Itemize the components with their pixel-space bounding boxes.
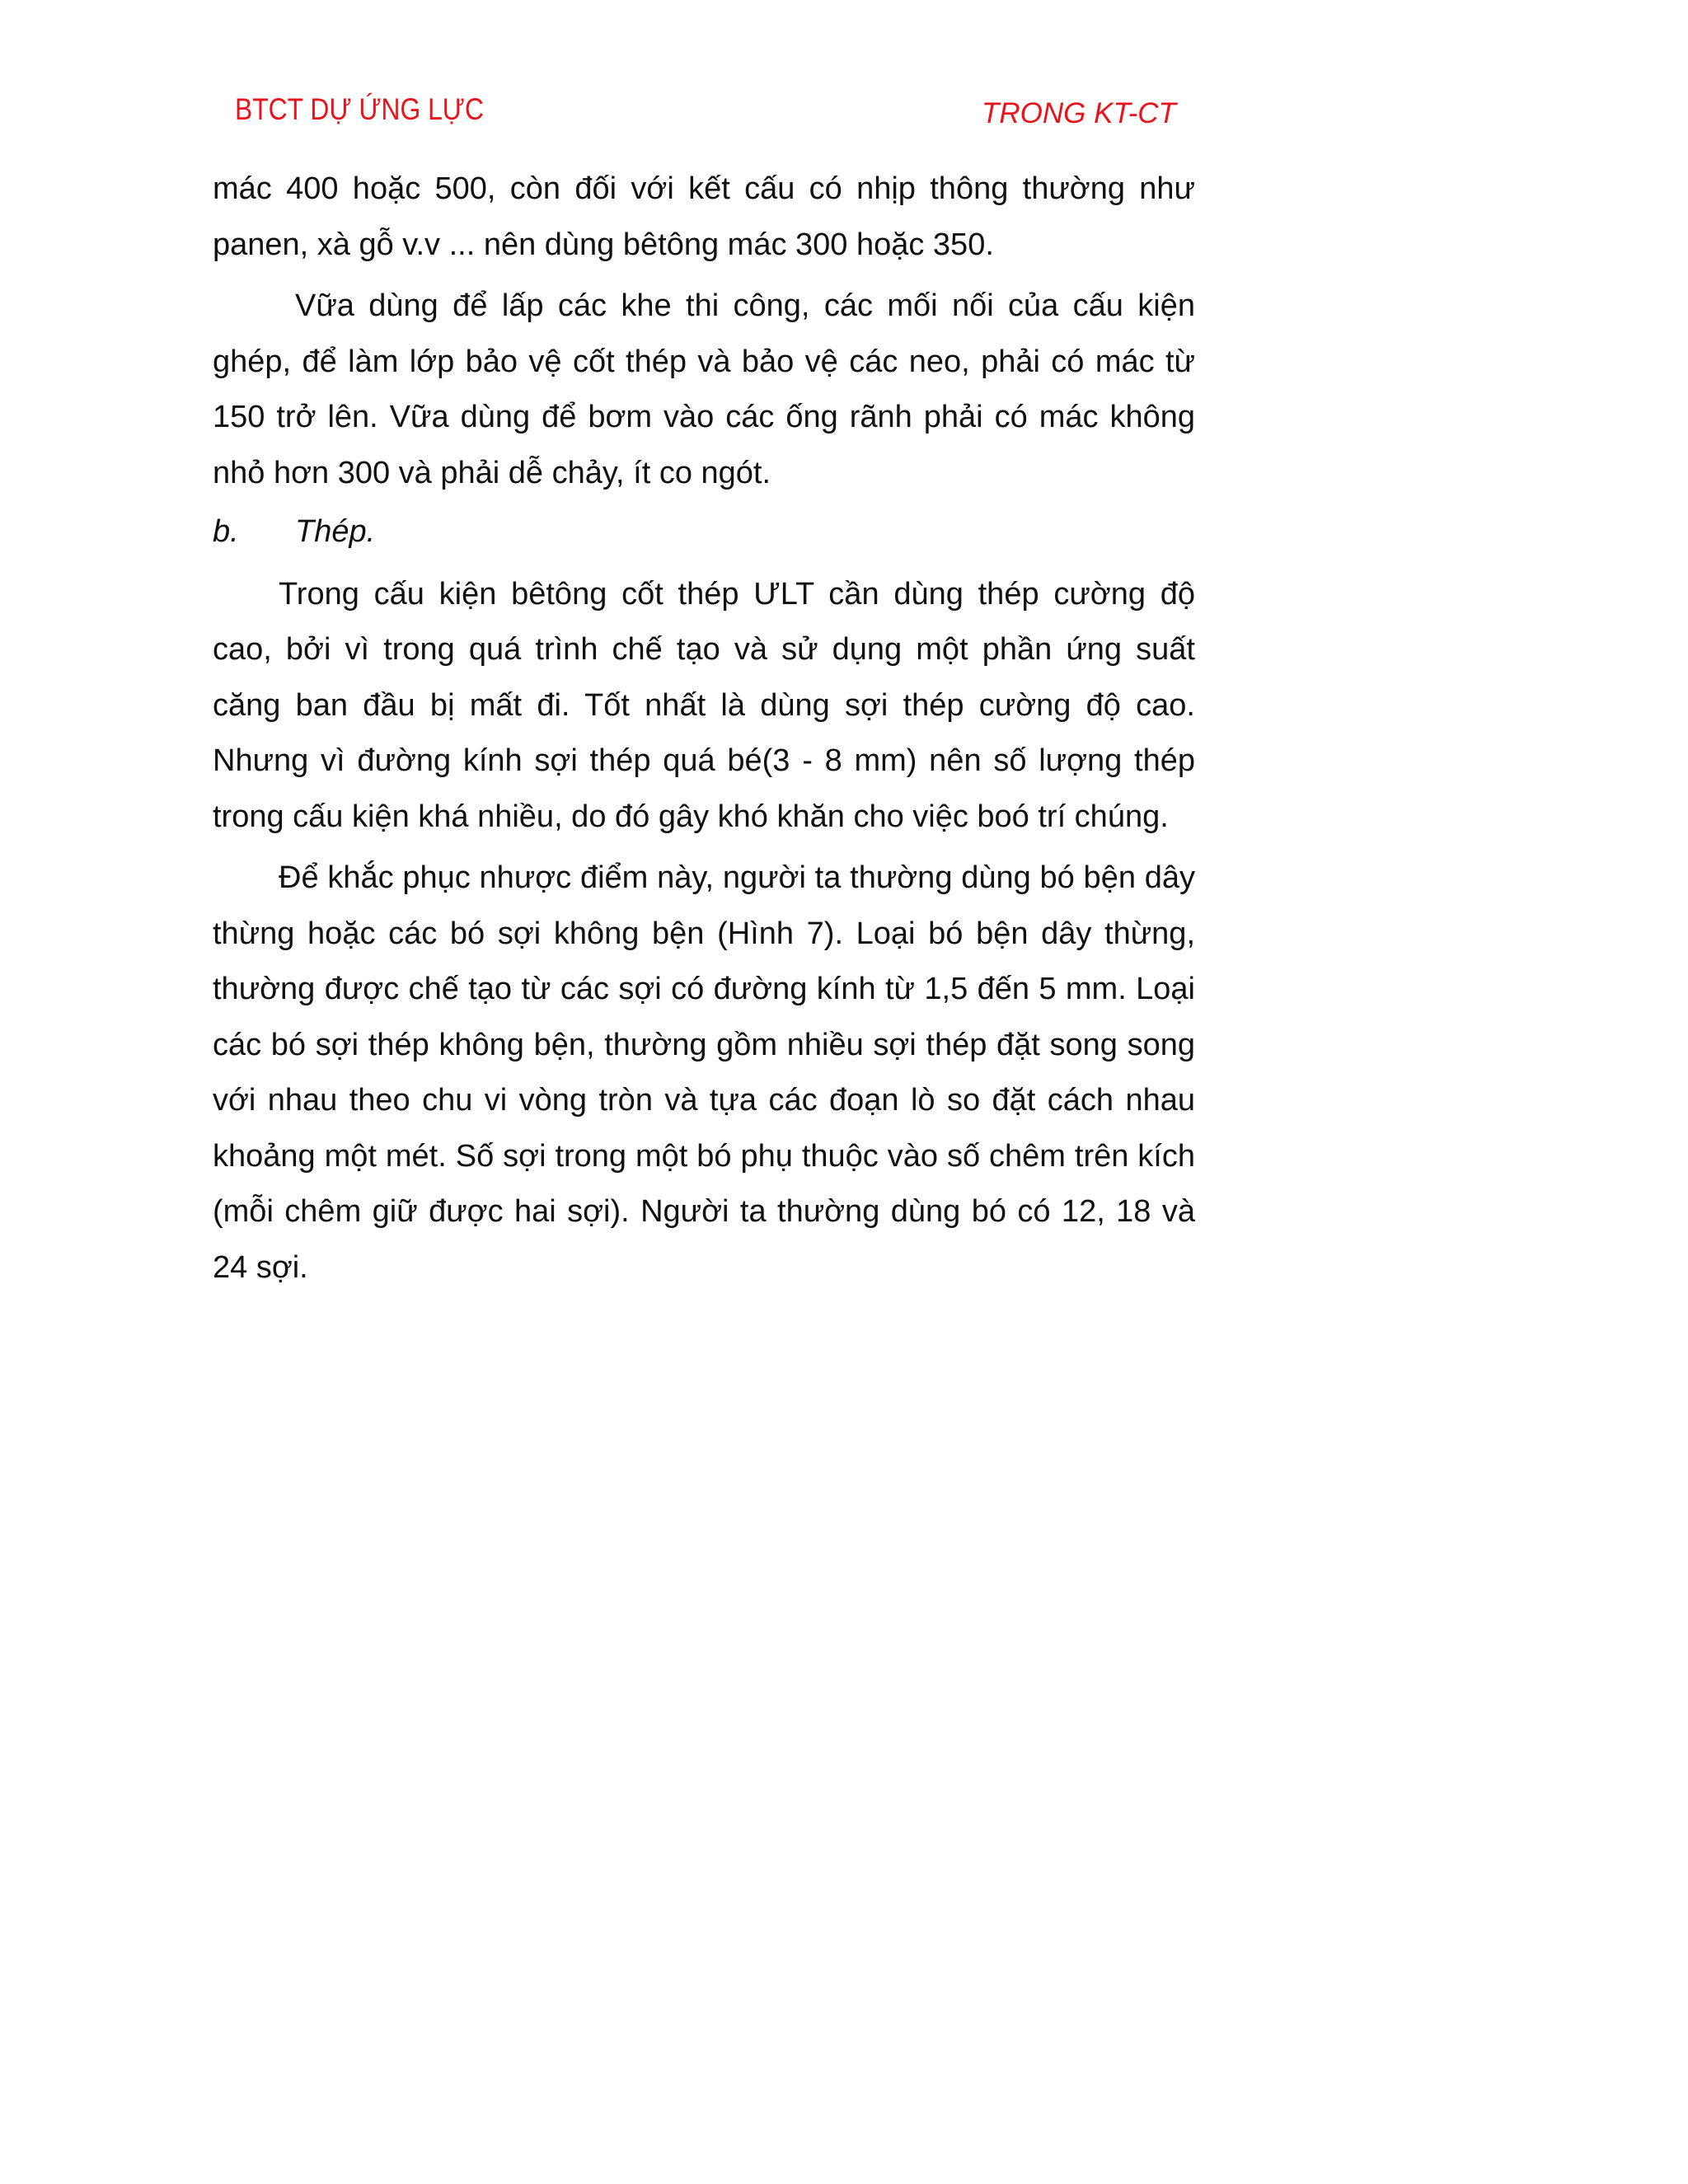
section-title: Thép. xyxy=(295,514,376,549)
section-label: b. xyxy=(213,514,239,549)
paragraph-4: Để khắc phục nhược điểm này, người ta thường dùng bó bện dây thừng hoặc các bó sợi không bện (Hình 7). Loại bó bện dây thừng, thường được chế tạo từ các sợi có đường kính từ 1,5 đến 5 mm. Loại các bó sợi thép không bện, thường gồm nhiều sợi thép đặt song song với nhau theo chu vi vòng tròn và tựa các đoạn lò so đặt cách nhau khoảng một mét. Số sợi trong một bó phụ thuộc vào số chêm trên kích (mỗi chêm giữ được hai sợi). Người ta thường dùng bó có 12, 18 và 24 sợi. xyxy=(213,860,1195,1285)
paragraph-3: Trong cấu kiện bêtông cốt thép ƯLT cần dùng thép cường độ cao, bởi vì trong quá trình chế tạo và sử dụng một phần ứng suất căng ban đầu bị mất đi. Tốt nhất là dùng sợi thép cường độ cao. Nhưng vì đường kính sợi thép quá bé(3 - 8 mm) nên số lượng thép trong cấu kiện khá nhiều, do đó gây khó khăn cho việc boó trí chúng. xyxy=(213,576,1195,834)
document-body xyxy=(213,162,1195,1296)
section-heading xyxy=(213,504,1195,560)
paragraph-1: mác 400 hoặc 500, còn đối với kết cấu có nhịp thông thường như panen, xà gỗ v.v ... nên dùng bêtông mác 300 hoặc 350. xyxy=(213,171,1195,262)
header-left-title: BTCT DỰ ỨNG LỰC xyxy=(235,92,484,126)
header-right-title: TRONG KT-CT xyxy=(982,97,1176,129)
paragraph-2: Vữa dùng để lấp các khe thi công, các mối nối của cấu kiện ghép, để làm lớp bảo vệ cốt thép và bảo vệ các neo, phải có mác từ 150 trở lên. Vữa dùng để bơm vào các ống rãnh phải có mác không nhỏ hơn 300 và phải dễ chảy, ít co ngót. xyxy=(213,288,1195,490)
